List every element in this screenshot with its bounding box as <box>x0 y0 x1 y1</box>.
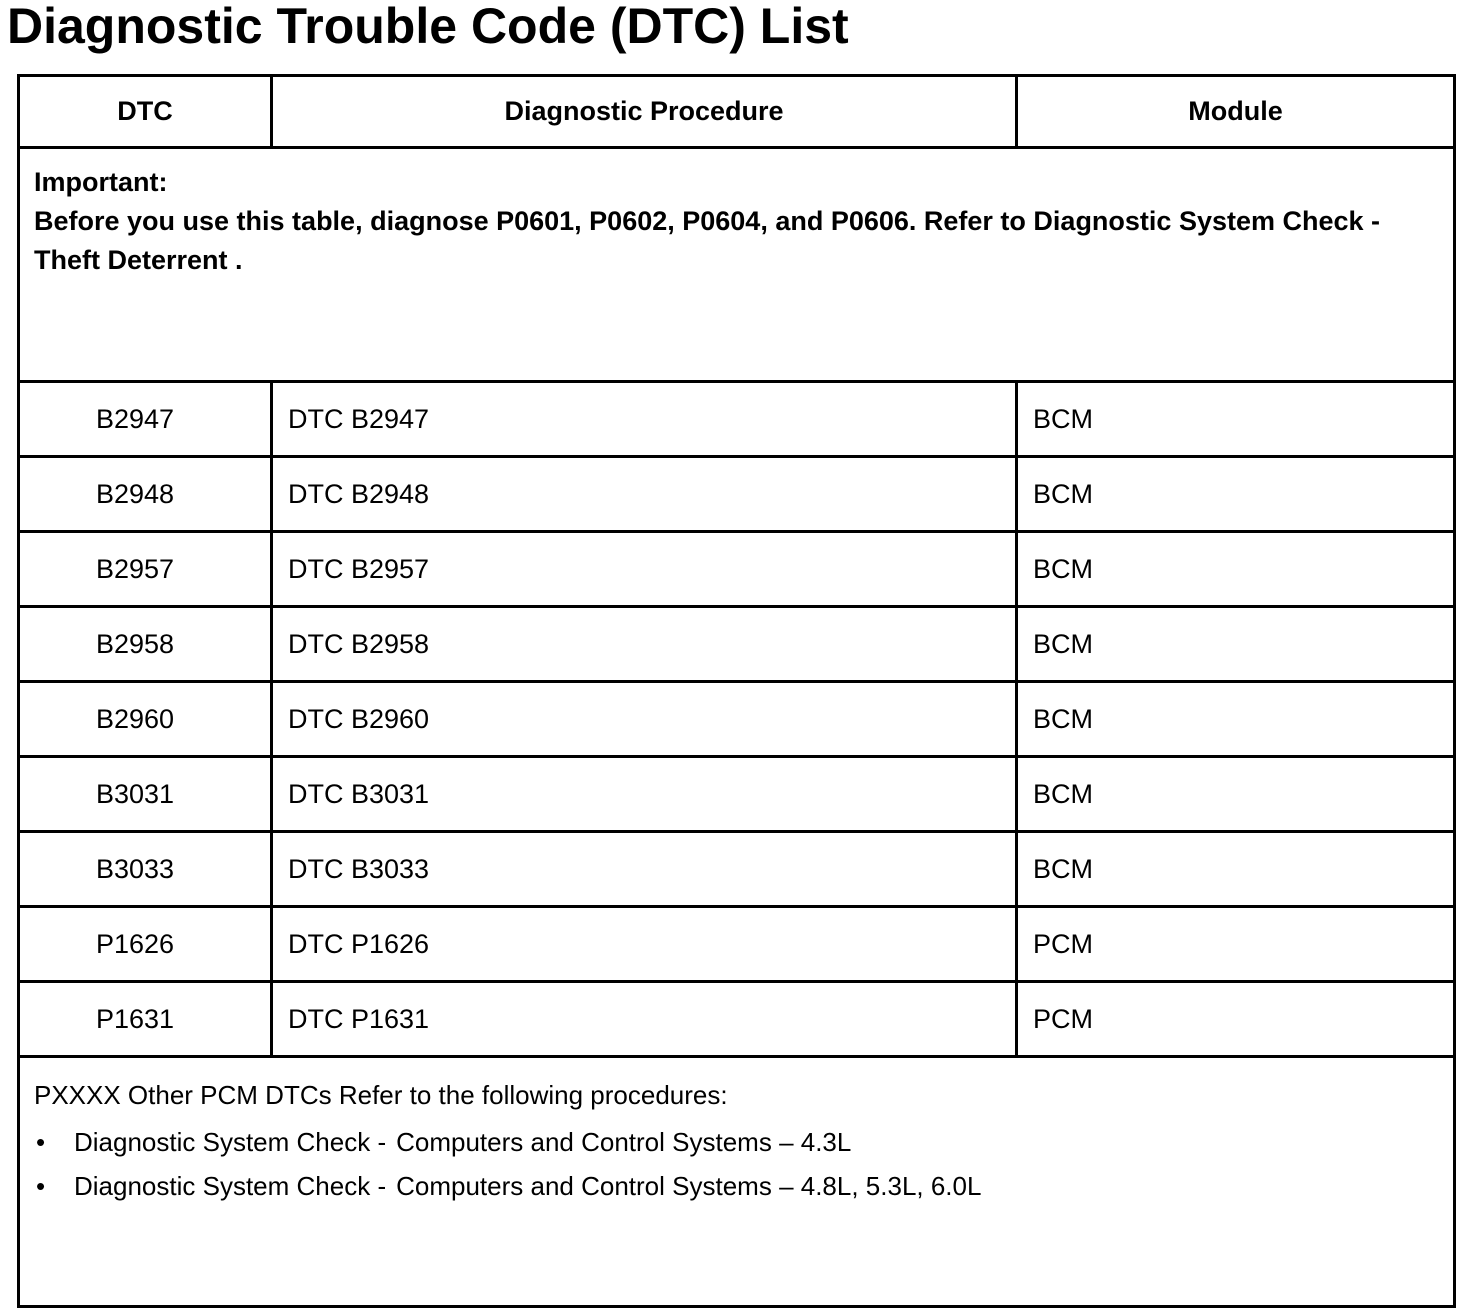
dtc-code: B2948 <box>19 457 272 532</box>
system-check-link[interactable]: Diagnostic System Check - <box>74 1171 387 1201</box>
procedure-list <box>34 1120 1439 1208</box>
dtc-code: B3031 <box>19 757 272 832</box>
header-module: Module <box>1017 76 1455 148</box>
computers-control-systems-link[interactable]: Computers and Control Systems <box>396 1127 772 1157</box>
dtc-table <box>17 74 1456 1308</box>
other-dtcs-intro: PXXXX Other PCM DTCs Refer to the following procedures: <box>34 1080 728 1110</box>
computers-control-systems-link[interactable]: Computers and Control Systems <box>396 1171 772 1201</box>
header-diagnostic-procedure: Diagnostic Procedure <box>272 76 1017 148</box>
table-row <box>19 532 1455 607</box>
module-name: BCM <box>1017 607 1455 682</box>
module-name: BCM <box>1017 382 1455 457</box>
dtc-code: B2947 <box>19 382 272 457</box>
module-name: BCM <box>1017 457 1455 532</box>
dtc-code: B2958 <box>19 607 272 682</box>
diagnostic-procedure-link[interactable]: DTC P1631 <box>272 982 1017 1057</box>
page-title: Diagnostic Trouble Code (DTC) List <box>7 0 849 54</box>
diagnostic-procedure-link[interactable]: DTC B2958 <box>272 607 1017 682</box>
important-note <box>19 148 1455 382</box>
list-item <box>34 1120 1439 1164</box>
table-row <box>19 457 1455 532</box>
system-check-link[interactable]: Diagnostic System Check - <box>74 1127 387 1157</box>
diagnostic-procedure-link[interactable]: DTC B3031 <box>272 757 1017 832</box>
bullet-icon: • <box>36 1127 46 1157</box>
list-item <box>34 1164 1439 1208</box>
important-heading: Important: <box>34 167 168 197</box>
important-text: Before you use this table, diagnose P0601, P0602, P0604, and P0606. Refer to Diagnostic System Check - Theft Deterrent . <box>34 206 1381 275</box>
dtc-code: P1631 <box>19 982 272 1057</box>
engine-size: – 4.3L <box>779 1127 852 1157</box>
diagnostic-procedure-link[interactable]: DTC B3033 <box>272 832 1017 907</box>
table-row <box>19 907 1455 982</box>
table-row <box>19 832 1455 907</box>
table-header-row <box>19 76 1455 148</box>
diagnostic-procedure-link[interactable]: DTC P1626 <box>272 907 1017 982</box>
dtc-code: B2960 <box>19 682 272 757</box>
module-name: BCM <box>1017 757 1455 832</box>
diagnostic-procedure-link[interactable]: DTC B2948 <box>272 457 1017 532</box>
dtc-code: B3033 <box>19 832 272 907</box>
diagnostic-procedure-link[interactable]: DTC B2947 <box>272 382 1017 457</box>
module-name: BCM <box>1017 682 1455 757</box>
table-row <box>19 982 1455 1057</box>
other-dtcs-note <box>19 1057 1455 1307</box>
diagnostic-procedure-link[interactable]: DTC B2960 <box>272 682 1017 757</box>
dtc-code: P1626 <box>19 907 272 982</box>
table-row <box>19 382 1455 457</box>
module-name: BCM <box>1017 832 1455 907</box>
header-dtc: DTC <box>19 76 272 148</box>
table-row <box>19 682 1455 757</box>
module-name: PCM <box>1017 907 1455 982</box>
engine-size: – 4.8L, 5.3L, 6.0L <box>779 1171 982 1201</box>
table-row <box>19 607 1455 682</box>
module-name: PCM <box>1017 982 1455 1057</box>
important-row <box>19 148 1455 382</box>
other-dtcs-row <box>19 1057 1455 1307</box>
dtc-code: B2957 <box>19 532 272 607</box>
diagnostic-procedure-link[interactable]: DTC B2957 <box>272 532 1017 607</box>
bullet-icon: • <box>36 1171 46 1201</box>
module-name: BCM <box>1017 532 1455 607</box>
table-row <box>19 757 1455 832</box>
